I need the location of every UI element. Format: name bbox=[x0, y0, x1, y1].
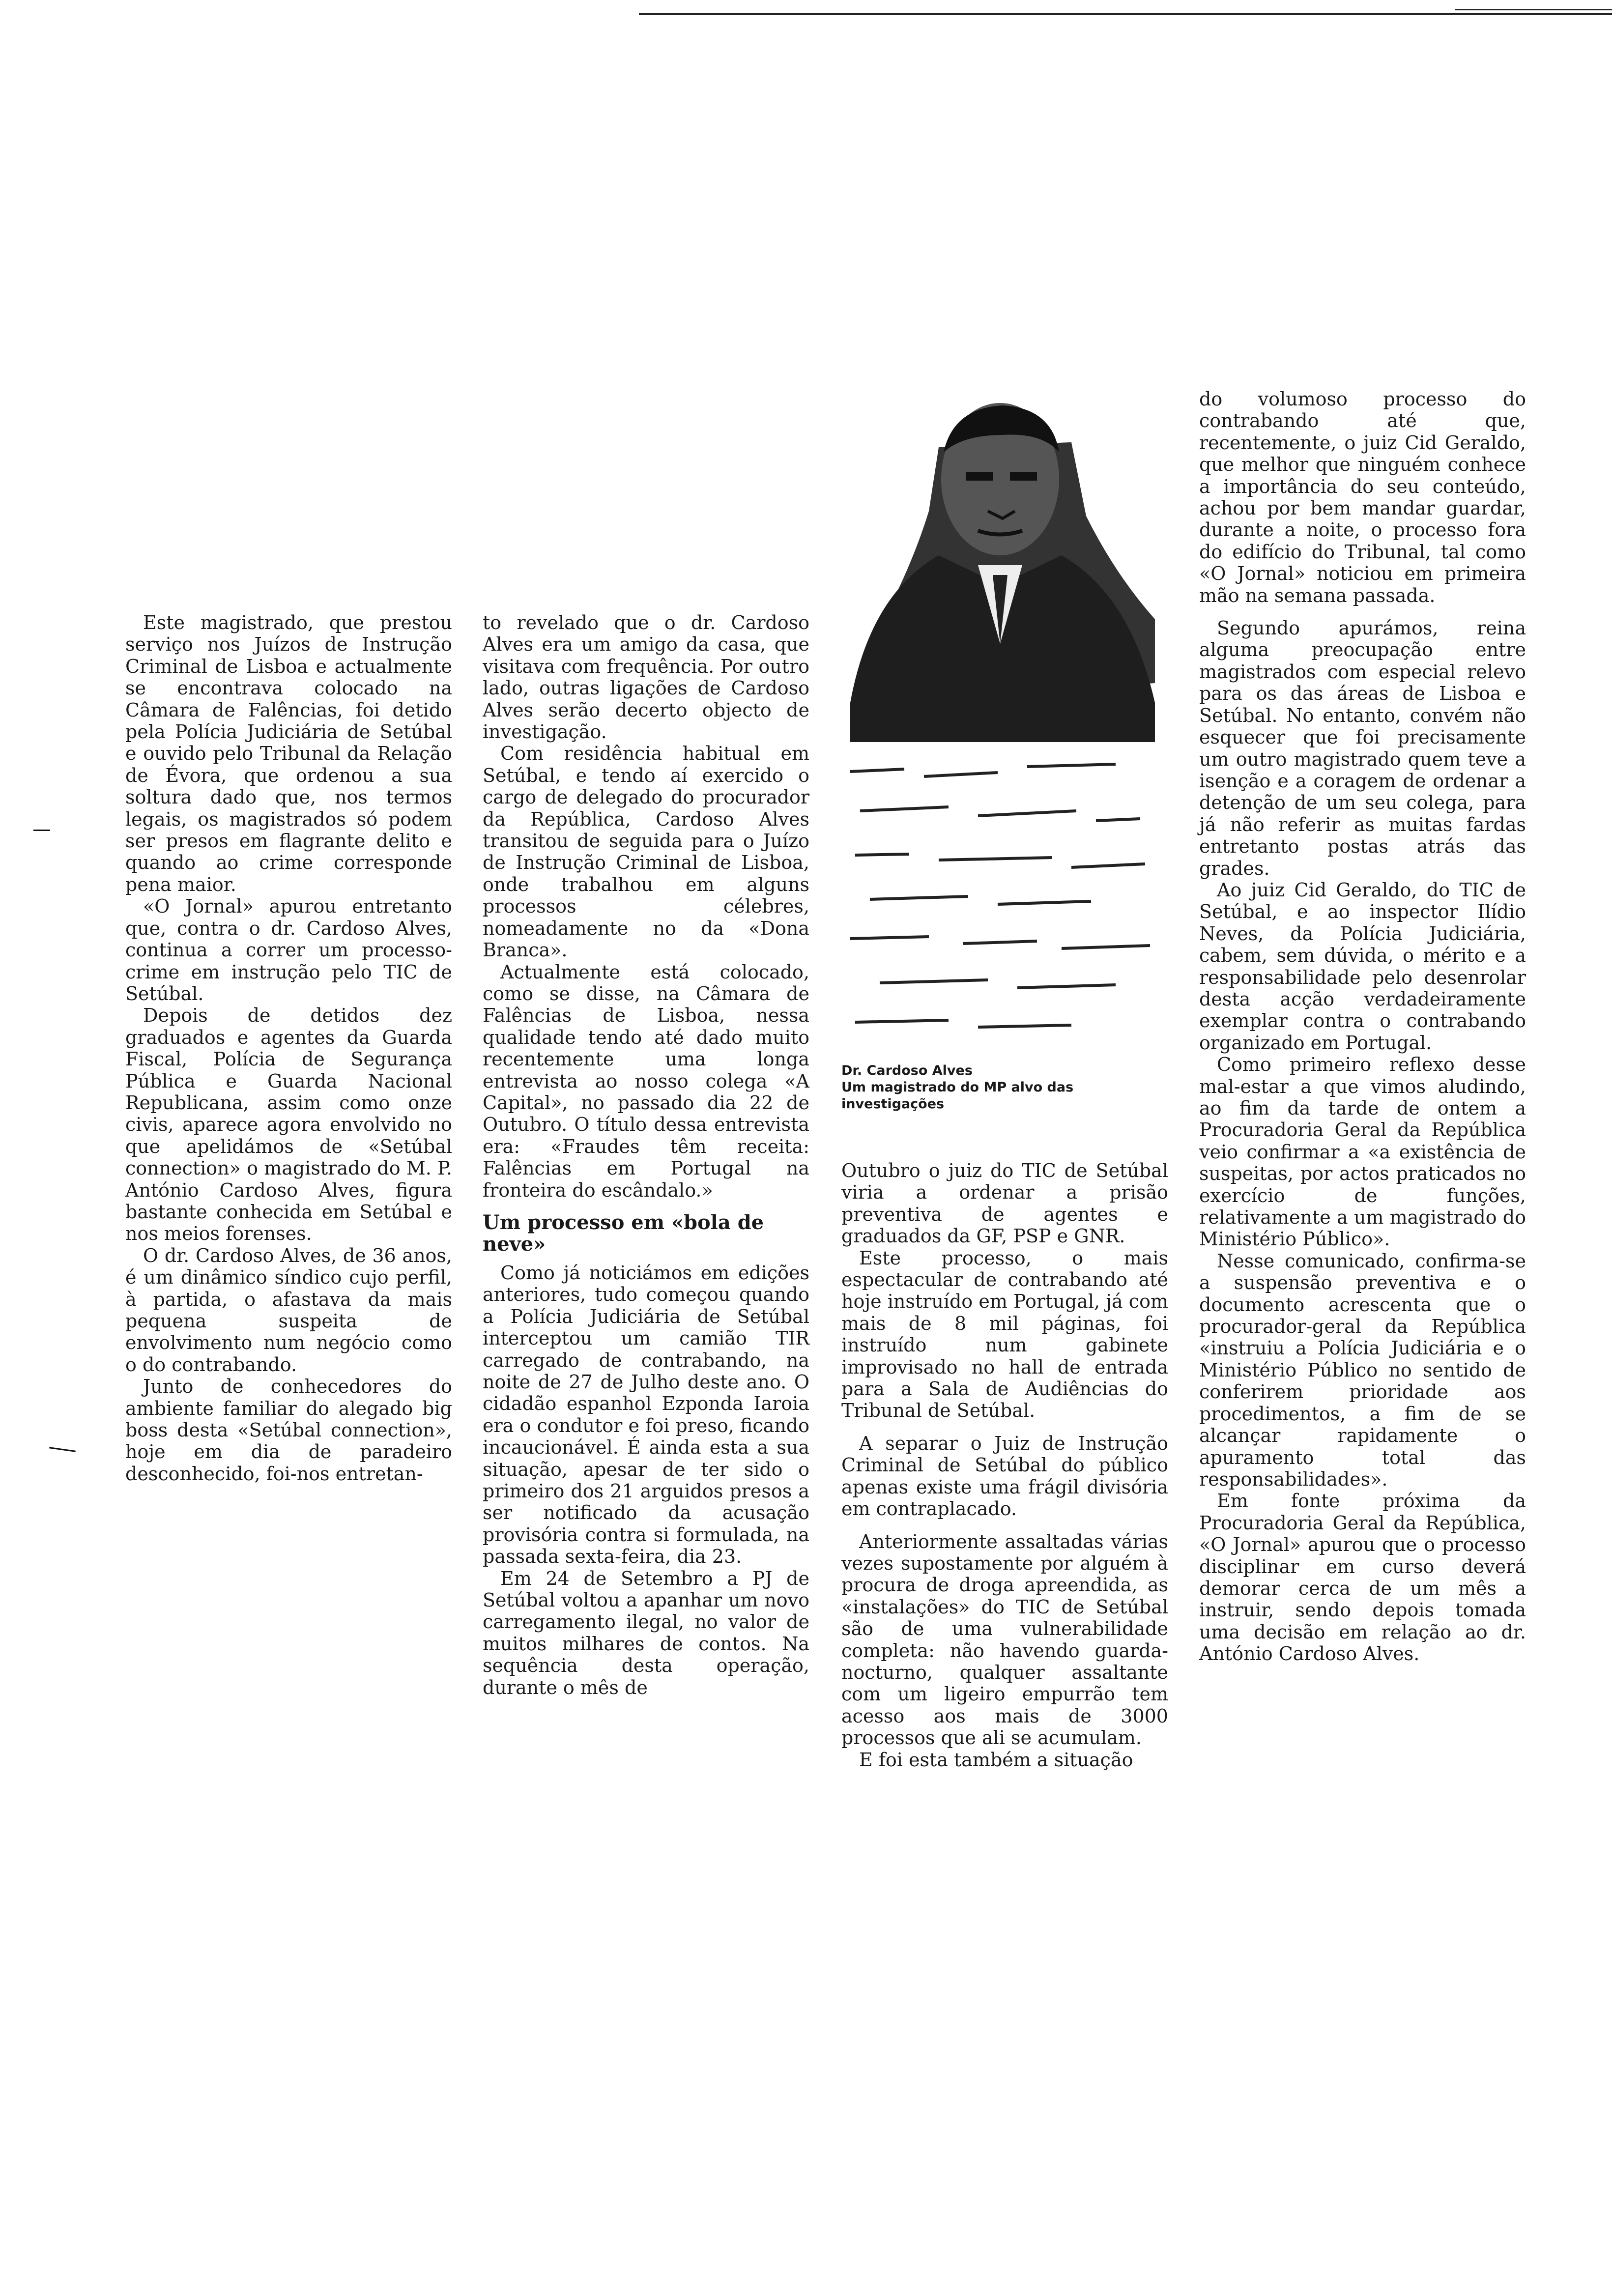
paragraph: Outubro o juiz do TIC de Setúbal viria a ordenar a prisão preventiva de agentes e graduados da GF, PSP e GNR. bbox=[841, 1160, 1168, 1247]
caption-name: Dr. Cardoso Alves bbox=[841, 1063, 973, 1078]
paragraph: A separar o Juiz de Instrução Criminal de Setúbal do público apenas existe uma frágil divisória em contraplacado. bbox=[841, 1432, 1168, 1520]
paragraph: Segundo apurámos, reina alguma preocupação entre magistrados com especial relevo para os das áreas de Lisboa e Setúbal. No entanto, convém não esquecer que foi precisamente um outro magistrado quem teve a isenção e a coragem de ordenar a detenção de um seu colega, para já não referir as muitas fardas entretanto postas atrás das grades. bbox=[1199, 617, 1526, 879]
article-column-2 bbox=[483, 612, 809, 1698]
paragraph: Como já noticiámos em edições anteriores, tudo começou quando a Polícia Judiciária de Setúbal interceptou um camião TIR carregado de contrabando, na noite de 27 de Julho deste ano. O cidadão espanhol Ezponda Iaroia era o condutor e foi preso, ficando incaucionável. É ainda esta a sua situação, apesar de ter sido o primeiro dos 21 arguidos presos a ser notificado da acusação provisória contra si formulada, na passada sexta-feira, dia 23. bbox=[483, 1262, 809, 1568]
paragraph: Nesse comunicado, confirma-se a suspensão preventiva e o documento acrescenta que o procurador-geral da República «instruiu a Polícia Judiciária e o Ministério Público no sentido de conferirem prioridade aos procedimentos, a fim de se alcançar rapidamente o apuramento total das responsabilidades». bbox=[1199, 1250, 1526, 1490]
paragraph: Anteriormente assaltadas várias vezes supostamente por alguém à procura de droga apreendida, as «instalações» do TIC de Setúbal são de uma vulnerabilidade completa: não havendo guarda-nocturno, qualquer assaltante com um ligeiro empurrão tem acesso aos mais de 3000 processos que ali se acumulam. bbox=[841, 1530, 1168, 1749]
paragraph: Depois de detidos dez graduados e agentes da Guarda Fiscal, Polícia de Segurança Pública e Guarda Nacional Republicana, assim como onze civis, aparece agora envolvido no que apelidámos de «Setúbal connection» o magistrado do M. P. António Cardoso Alves, figura bastante conhecida em Setúbal e nos meios forenses. bbox=[125, 1004, 452, 1245]
paragraph: Junto de conhecedores do ambiente familiar do alegado big boss desta «Setúbal connection», hoje em dia de paradeiro desconhecido, foi-nos entretan- bbox=[125, 1376, 452, 1485]
scan-mark-left-2 bbox=[49, 1447, 76, 1452]
paragraph: Este magistrado, que prestou serviço nos Juízos de Instrução Criminal de Lisboa e actualmente se encontrava colocado na Câmara de Falências, foi detido pela Polícia Judiciária de Setúbal e ouvido pelo Tribunal da Relação de Évora, que ordenou a sua soltura dado que, nos termos legais, os magistrados só podem ser presos em flagrante delito e quando ao crime corresponde pena maior. bbox=[125, 612, 452, 895]
paragraph: Como primeiro reflexo desse mal-estar a que vimos aludindo, ao fim da tarde de ontem a Procuradoria Geral da República veio confirmar a «a existência de suspeitas, por actos praticados no exercício de funções, relativamente a um magistrado do Ministério Público». bbox=[1199, 1054, 1526, 1250]
paragraph: to revelado que o dr. Cardoso Alves era um amigo da casa, que visitava com frequência. Por outro lado, outras ligações de Cardoso Alves serão decerto objecto de investigação. bbox=[483, 612, 809, 743]
subhead: Um processo em «bola de neve» bbox=[483, 1210, 764, 1256]
portrait-photo bbox=[840, 388, 1160, 1052]
paragraph: Actualmente está colocado, como se disse, na Câmara de Falências de Lisboa, nessa qualidade tendo até dado muito recentemente uma longa entrevista ao nosso colega «A Capital», no passado dia 22 de Outubro. O título dessa entrevista era: «Fraudes têm receita: Falências em Portugal na fronteira do escândalo.» bbox=[483, 961, 809, 1201]
paragraph: «O Jornal» apurou entretanto que, contra o dr. Cardoso Alves, continua a correr um processo-crime em instrução pelo TIC de Setúbal. bbox=[125, 895, 452, 1004]
paragraph: E foi esta também a situação bbox=[859, 1749, 1133, 1771]
paragraph: do volumoso processo do contrabando até que, recentemente, o juiz Cid Geraldo, que melhor que ninguém conhece a importância do seu conteúdo, achou por bem mandar guardar, durante a noite, o processo fora do edifício do Tribunal, tal como «O Jornal» noticiou em primeira mão na semana passada. bbox=[1199, 388, 1526, 606]
article-column-3 bbox=[841, 1160, 1168, 1771]
caption-text: Um magistrado do MP alvo das investigações bbox=[841, 1080, 1074, 1112]
article-column-4 bbox=[1199, 388, 1526, 1665]
paragraph: Ao juiz Cid Geraldo, do TIC de Setúbal, e ao inspector Ilídio Neves, da Polícia Judiciária, cabem, sem dúvida, o mérito e a responsabilidade pelo desenrolar desta acção verdadeiramente exemplar contra o contrabando organizado em Portugal. bbox=[1199, 879, 1526, 1054]
top-rule bbox=[639, 13, 1612, 15]
photo-caption bbox=[841, 1062, 1176, 1113]
top-rule-short bbox=[1455, 9, 1612, 10]
paragraph: O dr. Cardoso Alves, de 36 anos, é um dinâmico síndico cujo perfil, à partida, o afastava da mais pequena suspeita de envolvimento num negócio como o do contrabando. bbox=[125, 1244, 452, 1376]
scan-mark-left-1 bbox=[33, 830, 50, 831]
paragraph: Em fonte próxima da Procuradoria Geral da República, «O Jornal» apurou que o processo disciplinar em curso deverá demorar cerca de um mês a instruir, sendo depois tomada uma decisão em relação ao dr. António Cardoso Alves. bbox=[1199, 1490, 1526, 1665]
paragraph: Este processo, o mais espectacular de contrabando até hoje instruído em Portugal, já com mais de 8 mil páginas, foi instruído num gabinete improvisado no hall de entrada para a Sala de Audiências do Tribunal de Setúbal. bbox=[841, 1247, 1168, 1422]
paragraph: Com residência habitual em Setúbal, e tendo aí exercido o cargo de delegado do procurador da República, Cardoso Alves transitou de seguida para o Juízo de Instrução Criminal de Lisboa, onde trabalhou em alguns processos célebres, nomeadamente no da «Dona Branca». bbox=[483, 743, 809, 961]
article-column-1 bbox=[125, 612, 452, 1485]
paragraph: Em 24 de Setembro a PJ de Setúbal voltou a apanhar um novo carregamento ilegal, no valor de muitos milhares de contos. Na sequência desta operação, durante o mês de bbox=[483, 1567, 809, 1698]
